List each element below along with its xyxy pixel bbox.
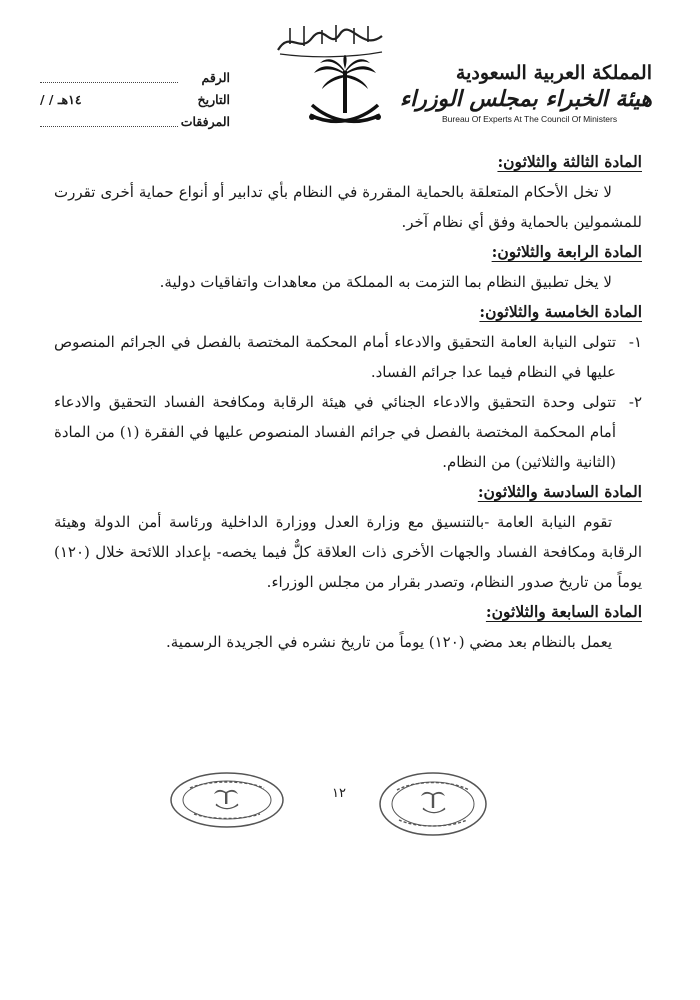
list-item xyxy=(54,387,642,477)
article-37 xyxy=(54,597,642,657)
article-paragraph: لا تخل الأحكام المتعلقة بالحماية المقررة في النظام بأي تدابير أو أنواع حماية أخرى تقررت للمشمولين بالحماية وفق أي نظام آخر. xyxy=(54,183,642,231)
article-heading: المادة الخامسة والثلاثون: xyxy=(479,302,642,321)
basmala-calligraphy-icon xyxy=(270,20,390,60)
ref-number-label: الرقم xyxy=(201,69,230,85)
reference-fields xyxy=(40,66,230,132)
bureau-name-arabic: هيئة الخبراء بمجلس الوزراء xyxy=(399,86,652,112)
page-number: ١٢ xyxy=(332,786,346,801)
item-text: تتولى النيابة العامة التحقيق والادعاء أمام المحكمة المختصة بالفصل في الجرائم المنصوص عليها في النظام فيما عدا جرائم الفساد. xyxy=(54,333,616,381)
ref-number-line xyxy=(40,72,178,83)
kingdom-name: المملكة العربية السعودية xyxy=(455,62,652,84)
article-heading: المادة السادسة والثلاثون: xyxy=(477,482,642,501)
date-row xyxy=(40,88,230,110)
list-item xyxy=(54,327,642,387)
attachments-label: المرفقات xyxy=(180,113,230,129)
article-heading: المادة الثالثة والثلاثون: xyxy=(497,152,642,171)
official-seal-icon xyxy=(377,770,489,838)
bureau-name-english: Bureau Of Experts At The Council Of Ministers xyxy=(442,114,618,124)
document-body xyxy=(54,147,642,657)
date-label: التاريخ xyxy=(197,91,230,107)
article-paragraph: تقوم النيابة العامة -بالتنسيق مع وزارة العدل ووزارة الداخلية ورئاسة أمن الدولة وهيئة الرقابة ومكافحة الفساد والجهات الأخرى ذات العلاقة كلٌّ فيما يخصه- بإعداد اللائحة خلال (١٢٠) يوماً من تاريخ صدور النظام، وتصدر بقرار من مجلس الوزراء. xyxy=(54,513,642,591)
palm-swords-emblem-icon xyxy=(300,55,390,135)
article-33 xyxy=(54,147,642,237)
ref-number-row xyxy=(40,66,230,88)
article-34 xyxy=(54,237,642,297)
article-36 xyxy=(54,477,642,597)
article-paragraph: لا يخل تطبيق النظام بما التزمت به المملكة من معاهدات واتفاقيات دولية. xyxy=(159,273,612,291)
date-value: / / ١٤هـ xyxy=(40,91,82,107)
attachments-line xyxy=(40,116,178,127)
attachments-row xyxy=(40,110,230,132)
official-seal-icon xyxy=(168,770,286,830)
organization-letterhead xyxy=(399,62,652,124)
article-heading: المادة السابعة والثلاثون: xyxy=(485,602,642,621)
item-number: ٢- xyxy=(628,393,642,411)
item-text: تتولى وحدة التحقيق والادعاء الجنائي في هيئة الرقابة ومكافحة الفساد التحقيق والادعاء أمام المحكمة المختصة بالفصل في جرائم الفساد المنصوص عليها في الفقرة (١) من المادة (الثانية والثلاثين) من النظام. xyxy=(54,393,616,471)
article-heading: المادة الرابعة والثلاثون: xyxy=(491,242,642,261)
article-35 xyxy=(54,297,642,477)
item-number: ١- xyxy=(628,333,642,351)
article-paragraph: يعمل بالنظام بعد مضي (١٢٠) يوماً من تاريخ نشره في الجريدة الرسمية. xyxy=(166,633,612,651)
